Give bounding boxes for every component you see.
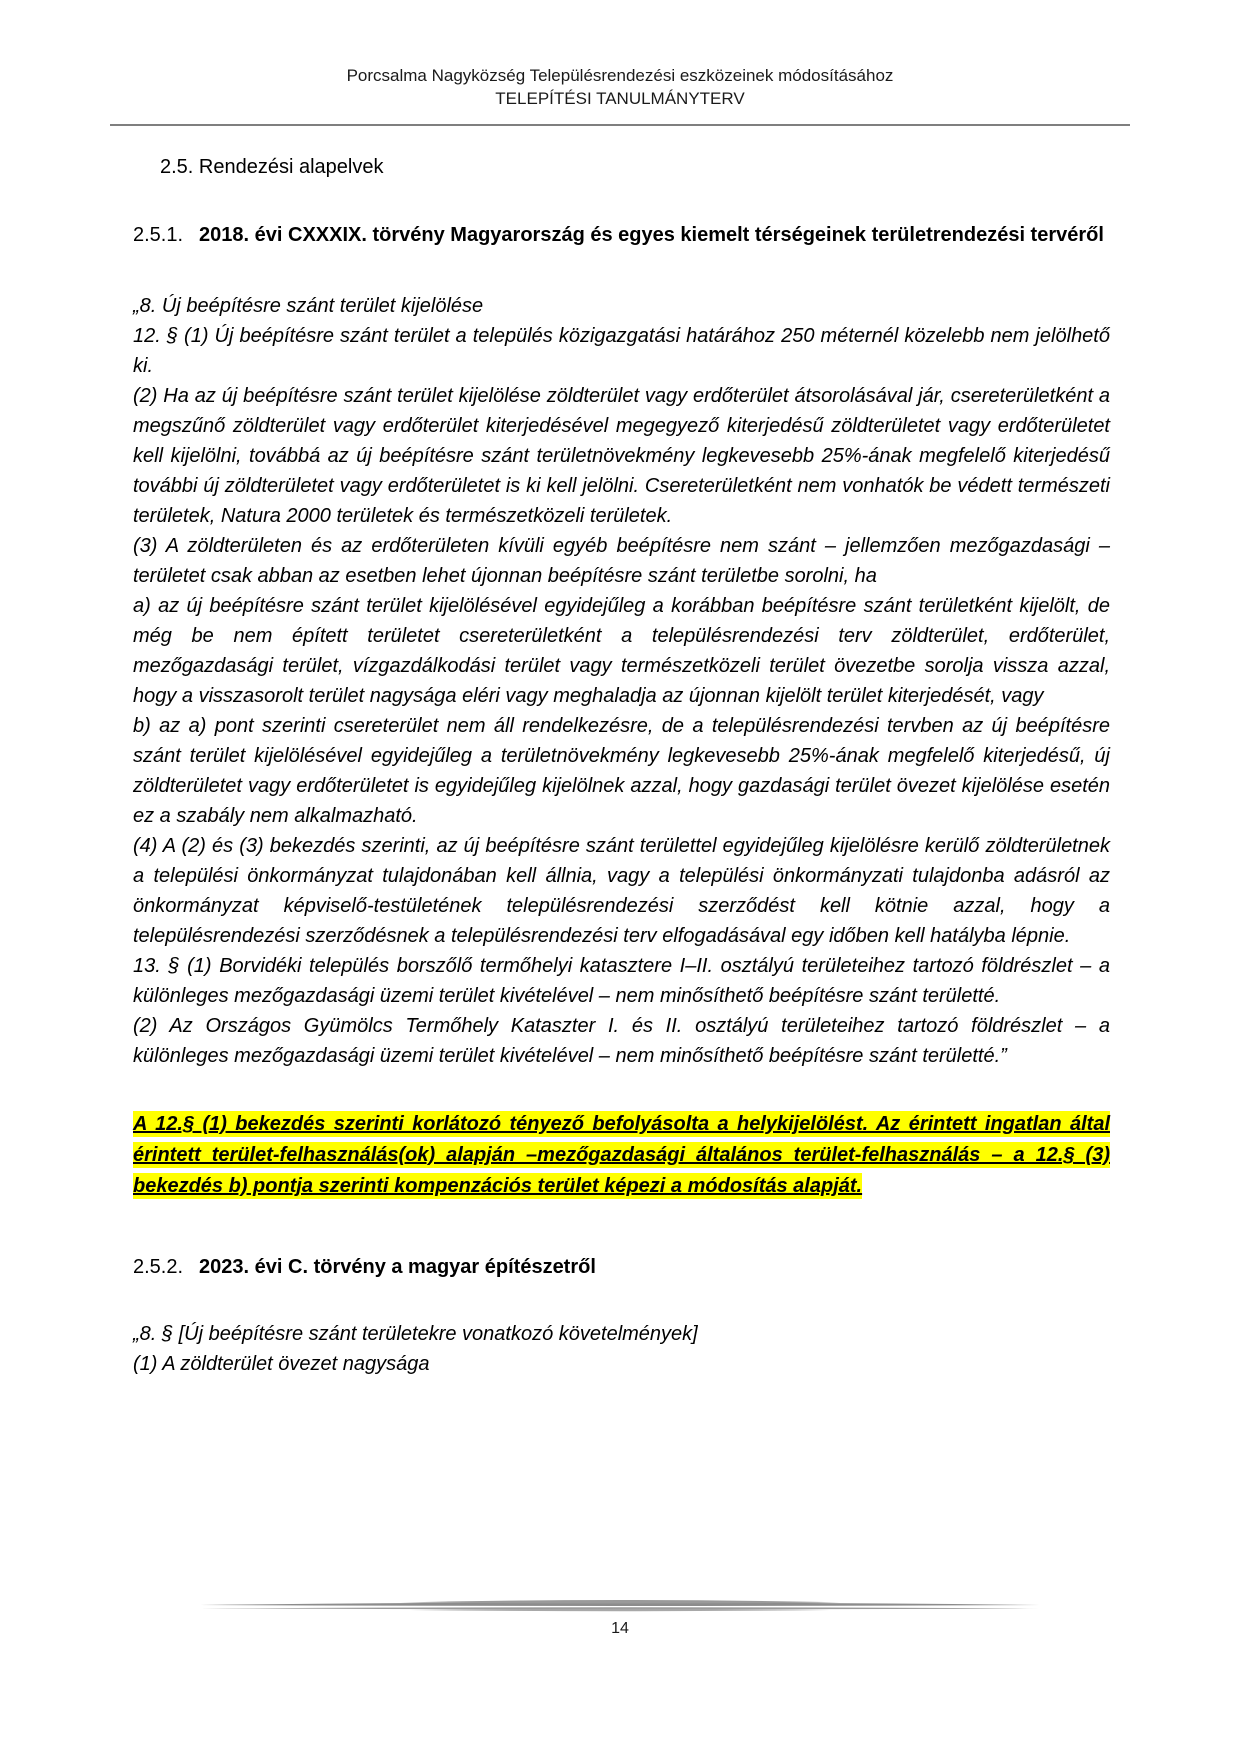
header-title-line2: TELEPÍTÉSI TANULMÁNYTERV [495,89,745,108]
quote-paragraph: „8. Új beépítésre szánt terület kijelölése [133,295,484,317]
quote-paragraph: (3) A zöldterületen és az erdőterületen kívüli egyéb beépítésre nem szánt – jellemzően mezőgazdasági – területet csak abban az esetben lehet újonnan beépítésre szánt területbe sorolni, ha [133,535,1110,587]
heading-title-2-5-2: 2023. évi C. törvény a magyar építészetről [199,1256,596,1278]
page-number: 14 [611,1620,629,1637]
quote-paragraph: (2) Az Országos Gyümölcs Termőhely Kataszter I. és II. osztályú területeihez tartozó földrészlet – a különleges mezőgazdasági üzemi terület kivételével – nem minősíthető beépítésre szánt területté.” [133,1015,1110,1067]
quote-paragraph: (1) A zöldterület övezet nagysága [133,1353,430,1375]
law-quote-block [133,291,1110,1071]
quote-paragraph: 12. § (1) Új beépítésre szánt terület a település közigazgatási határához 250 méternél közelebb nem jelölhető ki. [133,325,1110,377]
quote-paragraph: b) az a) pont szerinti csereterület nem áll rendelkezésre, de a településrendezési tervben az új beépítésre szánt terület kijelölésével egyidejűleg a területnövekmény legkevesebb 25%-ának megfelelő kiterjedésű, új zöldterületet vagy erdőterületet is egyidejűleg kijelölnek azzal, hogy gazdasági terület övezet kijelölése esetén ez a szabály nem alkalmazható. [133,715,1110,827]
footer-decorative-divider [200,1598,1040,1614]
heading-number-2-5-2: 2.5.2. [133,1256,184,1278]
document-body [133,154,1110,1379]
quote-paragraph: (2) Ha az új beépítésre szánt terület kijelölése zöldterület vagy erdőterület átsorolásával jár, csereterületként a megszűnő zöldterület vagy erdőterület kiterjedésével megegyező kiterjedésű zöldterületet vagy erdőterületet kell kijelölni, továbbá az új beépítésre szánt területnövekmény legkevesebb 25%-ának megfelelő kiterjedésű további új zöldterületet vagy erdőterületet is ki kell jelölni. Csereterületként nem vonhatók be védett természeti területek, Natura 2000 területek és természetközeli területek. [133,385,1110,527]
page-header [0,0,1240,126]
quote-paragraph: (4) A (2) és (3) bekezdés szerinti, az új beépítésre szánt területtel egyidejűleg kijelölésre kerülő zöldterületnek a települési önkormányzat tulajdonában kell állnia, vagy a települési önkormányzati tulajdonba adásról az önkormányzat képviselő-testületének településrendezési szerződést kell kötnie azzal, hogy a településrendezési szerződésnek a településrendezési terv elfogadásával egy időben kell hatályba lépnie. [133,835,1110,947]
highlighted-note [133,1109,1110,1202]
quote-paragraph: 13. § (1) Borvidéki település borszőlő termőhelyi katasztere I–II. osztályú területeihez tartozó földrészlet – a különleges mezőgazdasági üzemi terület kivételével – nem minősíthető beépítésre szánt területté. [133,955,1110,1007]
heading-title-2-5-1: 2018. évi CXXXIX. törvény Magyarország és egyes kiemelt térségeinek területrendezési tervéről [199,224,1104,246]
heading-number-2-5-1: 2.5.1. [133,224,184,246]
header-divider-line [110,124,1130,126]
section-heading-2-5: 2.5. Rendezési alapelvek [160,156,384,178]
highlighted-text: A 12.§ (1) bekezdés szerinti korlátozó tényező befolyásolta a helykijelölést. Az érintett ingatlan által érintett terület-felhasználás(ok) alapján –mezőgazdasági általános terület-felhasználás – a 12.§ (3) bekezdés b) pontja szerinti kompenzációs terület képezi a módosítás alapját. [133,1113,1110,1197]
header-title-line1: Porcsalma Nagyközség Településrendezési eszközeinek módosításához [346,66,894,85]
quote-paragraph: „8. § [Új beépítésre szánt területekre vonatkozó követelmények] [133,1323,698,1345]
quote-paragraph: a) az új beépítésre szánt terület kijelölésével egyidejűleg a korábban beépítésre szánt területként kijelölt, de még be nem épített területet csereterületként a településrendezési terv zöldterület, erdőterület, mezőgazdasági terület, vízgazdálkodási terület vagy természetközeli terület övezetbe sorolja vissza azzal, hogy a visszasorolt terület nagysága eléri vagy meghaladja az újonnan kijelölt terület kiterjedését, vagy [133,595,1110,707]
page-footer [0,1598,1240,1638]
section-heading-2-5-2 [133,1252,1110,1283]
section-heading-2-5-1 [133,220,1110,251]
law-quote-block-2 [133,1319,1110,1379]
